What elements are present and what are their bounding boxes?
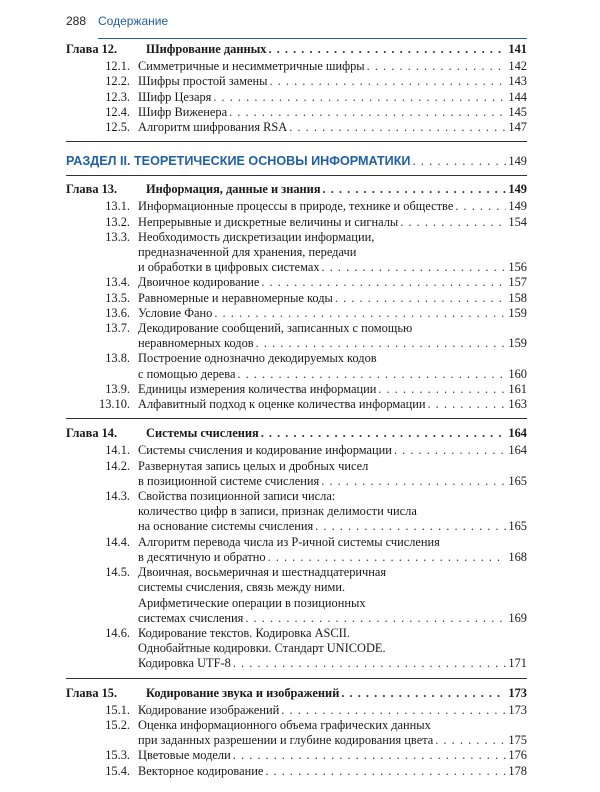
toc-item-number: 12.1. [105, 59, 130, 74]
leader-dots [412, 153, 506, 169]
toc-item-last-line [138, 474, 527, 489]
toc-item-number: 13.10. [99, 397, 130, 412]
page-number: 288 [66, 14, 87, 28]
toc-item-title: Векторное кодирование [138, 763, 264, 778]
toc-item-line: системы счисления, связь между ними. [138, 580, 346, 595]
toc-item-title: Шифр Виженера [138, 104, 228, 119]
toc-item-number: 15.3. [105, 748, 130, 763]
toc-item-last-line [138, 105, 527, 120]
toc-item[interactable] [66, 397, 527, 412]
chapter-heading-number: Глава 14. [66, 426, 118, 441]
toc-item-number: 12.2. [105, 74, 130, 89]
running-head: Содержание [98, 14, 169, 28]
toc-item-number: 12.4. [105, 104, 130, 119]
toc-item-number: 15.4. [105, 763, 130, 778]
toc-item-line: количество цифр в записи, признак делимости числа [138, 504, 417, 519]
chapter-heading[interactable] [66, 426, 527, 441]
toc-item[interactable] [66, 351, 527, 381]
toc-item-page: 147 [508, 120, 527, 135]
toc-item-body [138, 535, 527, 565]
leader-dots [214, 306, 506, 321]
toc-item-number: 15.1. [105, 702, 130, 717]
toc-item-title: Алфавитный подход к оценке количества информации [138, 397, 426, 412]
leader-dots [335, 291, 507, 306]
toc-item-page: 158 [508, 290, 527, 305]
leader-dots [435, 733, 506, 748]
leader-dots [245, 611, 506, 626]
toc-item-title: Алгоритм шифрования RSA [138, 120, 288, 135]
leader-dots [400, 215, 506, 230]
leader-dots [256, 336, 507, 351]
toc-item-number: 14.5. [105, 565, 130, 580]
toc-item-page: 143 [508, 74, 527, 89]
leader-dots [322, 260, 507, 275]
toc-item-page: 160 [508, 366, 527, 381]
leader-dots [213, 90, 506, 105]
toc-item-number: 13.4. [105, 275, 130, 290]
toc-item-last-line [138, 733, 527, 748]
chapter-heading-number: Глава 13. [66, 182, 118, 197]
toc-item-body [138, 105, 527, 120]
toc-item-page: 159 [508, 336, 527, 351]
toc-item-page: 169 [508, 610, 527, 625]
toc-item-body [138, 215, 527, 230]
toc-item[interactable] [66, 718, 527, 748]
toc-item-title: Цветовые модели [138, 748, 231, 763]
toc-item-number: 14.4. [105, 534, 130, 549]
toc-item-body [138, 703, 527, 718]
toc-item[interactable] [66, 74, 527, 89]
toc-item-title: и обработки в цифровых системах [138, 260, 320, 275]
toc-item-last-line [138, 215, 527, 230]
chapter-15-section [66, 686, 527, 785]
toc-item-page: 159 [508, 305, 527, 320]
toc-item-line: предназначенной для хранения, передачи [138, 245, 357, 260]
toc-item-body [138, 120, 527, 135]
toc-item-body [138, 59, 527, 74]
toc-item-last-line [138, 336, 527, 351]
toc-item-last-line [138, 656, 527, 671]
toc-item[interactable] [66, 565, 527, 626]
toc-item-last-line [138, 519, 527, 534]
header-rule [98, 38, 527, 39]
chapter-heading-last-line [146, 182, 527, 197]
toc-item-number: 12.3. [105, 89, 130, 104]
toc-item-page: 149 [508, 199, 527, 214]
toc-item-title: Симметричные и несимметричные шифры [138, 59, 365, 74]
leader-dots [341, 686, 506, 701]
toc-item-line: Однобайтные кодировки. Стандарт UNICODE. [138, 641, 386, 656]
leader-dots [233, 748, 507, 763]
toc-item-page: 144 [508, 89, 527, 104]
toc-item-line: Арифметические операции в позиционных [138, 595, 366, 610]
chapter-heading[interactable] [66, 42, 527, 57]
chapter-heading-page: 173 [508, 685, 527, 700]
chapter-14-section [66, 426, 527, 678]
leader-dots [268, 42, 506, 57]
toc-item-body [138, 459, 527, 489]
toc-item-line: Алгоритм перевода числа из Р-ичной системы счисления [138, 534, 440, 549]
leader-dots [268, 550, 507, 565]
leader-dots [323, 182, 507, 197]
toc-item-page: 145 [508, 104, 527, 119]
toc-item[interactable] [66, 120, 527, 135]
toc-item-page: 173 [508, 702, 527, 717]
toc-item-number: 13.3. [105, 229, 130, 244]
leader-dots [261, 426, 507, 441]
toc-item-page: 156 [508, 260, 527, 275]
toc-item-title: Шифры простой замены [138, 74, 268, 89]
toc-item-page: 163 [508, 397, 527, 412]
leader-dots [281, 703, 506, 718]
toc-item-last-line [138, 59, 527, 74]
toc-item-title: Информационные процессы в природе, технике и обществе [138, 199, 454, 214]
toc-item-last-line [138, 748, 527, 763]
toc-item-line: Оценка информационного объема графических данных [138, 717, 431, 732]
toc-item-page: 164 [508, 443, 527, 458]
leader-dots [289, 120, 506, 135]
toc-item-body [138, 764, 527, 779]
table-of-contents [66, 42, 527, 792]
leader-dots [229, 105, 506, 120]
toc-item-title: в позиционной системе счисления [138, 473, 320, 488]
chapter-heading-body [146, 182, 527, 197]
toc-item[interactable] [66, 489, 527, 535]
toc-item-title: Кодирование изображений [138, 702, 280, 717]
toc-item-title: Шифр Цезаря [138, 89, 212, 104]
toc-item-body [138, 489, 527, 535]
toc-item-body [138, 443, 527, 458]
toc-item-title: на основание системы счисления [138, 519, 314, 534]
toc-item[interactable] [66, 306, 527, 321]
leader-dots [261, 275, 506, 290]
toc-item-page: 165 [508, 473, 527, 488]
toc-item-line: Построение однозначно декодируемых кодов [138, 351, 377, 366]
toc-item[interactable] [66, 105, 527, 120]
toc-item-title: с помощью дерева [138, 366, 236, 381]
toc-item-body [138, 748, 527, 763]
toc-item-body [138, 718, 527, 748]
leader-dots [455, 199, 506, 214]
toc-item-page: 157 [508, 275, 527, 290]
toc-item[interactable] [66, 748, 527, 763]
toc-item-title: неравномерных кодов [138, 336, 254, 351]
toc-item-last-line [138, 199, 527, 214]
toc-item-line: Необходимость дискретизации информации, [138, 229, 375, 244]
toc-item[interactable] [66, 90, 527, 105]
toc-item-page: 168 [508, 549, 527, 564]
part-page: 149 [508, 154, 527, 169]
chapter-heading[interactable] [66, 182, 527, 197]
toc-item-body [138, 230, 527, 276]
toc-item-body [138, 351, 527, 381]
toc-item-number: 12.5. [105, 120, 130, 135]
toc-item-last-line [138, 764, 527, 779]
chapter-heading-title: Кодирование звука и изображений [146, 685, 340, 700]
chapter-heading-number: Глава 12. [66, 42, 118, 56]
toc-item-number: 13.6. [105, 305, 130, 320]
chapter-heading[interactable] [66, 686, 527, 701]
chapter-13-section [66, 182, 527, 419]
toc-item-page: 176 [508, 748, 527, 763]
toc-item-number: 13.8. [105, 351, 130, 366]
chapter-heading-title: Системы счисления [146, 426, 259, 441]
toc-item-number: 13.9. [105, 381, 130, 396]
toc-item-number: 14.6. [105, 625, 130, 640]
toc-item-last-line [138, 367, 527, 382]
chapter-heading-number: Глава 15. [66, 685, 118, 700]
toc-item-last-line [138, 611, 527, 626]
toc-item-body [138, 397, 527, 412]
toc-item[interactable] [66, 275, 527, 290]
toc-item-line: Свойства позиционной записи числа: [138, 489, 336, 504]
toc-item-body [138, 275, 527, 290]
chapter-heading-page: 149 [508, 182, 527, 197]
toc-item[interactable] [66, 321, 527, 351]
leader-dots [269, 74, 506, 89]
toc-item[interactable] [66, 382, 527, 397]
toc-item-last-line [138, 703, 527, 718]
leader-dots [321, 474, 506, 489]
toc-item-body [138, 565, 527, 626]
toc-item[interactable] [66, 443, 527, 458]
toc-item-last-line [138, 260, 527, 275]
toc-item-title: Двоичное кодирование [138, 275, 260, 290]
leader-dots [378, 382, 506, 397]
toc-item-title: Условие Фано [138, 305, 213, 320]
toc-item-body [138, 90, 527, 105]
toc-item[interactable] [66, 230, 527, 276]
chapter-heading-page: 164 [508, 426, 527, 441]
toc-item-body [138, 291, 527, 306]
toc-item-title: системах счисления [138, 610, 244, 625]
toc-item[interactable] [66, 199, 527, 214]
chapter-heading-last-line [146, 42, 527, 57]
toc-item-number: 13.1. [105, 199, 130, 214]
toc-item-body [138, 382, 527, 397]
toc-item-last-line [138, 90, 527, 105]
toc-item-title: Непрерывные и дискретные величины и сигналы [138, 214, 399, 229]
leader-dots [427, 397, 506, 412]
toc-item[interactable] [66, 703, 527, 718]
toc-item-number: 14.3. [105, 489, 130, 504]
toc-item-number: 13.2. [105, 214, 130, 229]
chapter-heading-last-line [146, 686, 527, 701]
toc-item-last-line [138, 291, 527, 306]
leader-dots [233, 656, 507, 671]
toc-item-last-line [138, 74, 527, 89]
toc-item-line: Двоичная, восьмеричная и шестнадцатеричная [138, 565, 387, 580]
toc-item-line: Декодирование сообщений, записанных с помощью [138, 321, 413, 336]
toc-item[interactable] [66, 459, 527, 489]
toc-item-page: 154 [508, 214, 527, 229]
toc-item-title: при заданных разрешении и глубине кодирования цвета [138, 733, 434, 748]
leader-dots [394, 443, 507, 458]
toc-item-body [138, 199, 527, 214]
toc-item-page: 165 [508, 519, 527, 534]
toc-item-page: 142 [508, 59, 527, 74]
leader-dots [367, 59, 507, 74]
toc-item-number: 13.5. [105, 290, 130, 305]
chapter-heading-title: Информация, данные и знания [146, 182, 321, 197]
chapter-heading-title: Шифрование данных [146, 42, 267, 56]
toc-item-number: 15.2. [105, 717, 130, 732]
part-title: РАЗДЕЛ II. ТЕОРЕТИЧЕСКИЕ ОСНОВЫ ИНФОРМАТИКИ [66, 154, 411, 169]
toc-item-line: Кодирование текстов. Кодировка ASCII. [138, 625, 351, 640]
toc-item-last-line [138, 397, 527, 412]
toc-item-title: Системы счисления и кодирование информации [138, 443, 392, 458]
toc-item[interactable] [66, 59, 527, 74]
toc-item[interactable] [66, 215, 527, 230]
toc-item-title: в десятичную и обратно [138, 549, 266, 564]
chapter-heading-last-line [146, 426, 527, 441]
leader-dots [237, 367, 506, 382]
toc-item-number: 13.7. [105, 321, 130, 336]
toc-item-body [138, 74, 527, 89]
toc-item-title: Единицы измерения количества информации [138, 381, 377, 396]
chapter-12-section [66, 42, 527, 142]
leader-dots [265, 764, 506, 779]
toc-item-title: Кодировка UTF-8 [138, 656, 231, 671]
toc-item-last-line [138, 275, 527, 290]
chapter-heading-page: 141 [508, 42, 527, 56]
toc-item-last-line [138, 550, 527, 565]
toc-item-number: 14.1. [105, 443, 130, 458]
toc-item-last-line [138, 306, 527, 321]
toc-item-page: 175 [508, 733, 527, 748]
toc-item-page: 178 [508, 763, 527, 778]
chapter-heading-body [146, 686, 527, 701]
toc-item-body [138, 321, 527, 351]
toc-item-last-line [138, 382, 527, 397]
chapter-heading-body [146, 42, 527, 57]
toc-item-body [138, 626, 527, 672]
part-heading[interactable] [66, 149, 527, 176]
leader-dots [315, 519, 506, 534]
toc-item-last-line [138, 120, 527, 135]
toc-item[interactable] [66, 764, 527, 779]
toc-item[interactable] [66, 535, 527, 565]
chapter-heading-body [146, 426, 527, 441]
toc-item-last-line [138, 443, 527, 458]
toc-item-page: 171 [508, 656, 527, 671]
toc-item-page: 161 [508, 381, 527, 396]
toc-item-line: Развернутая запись целых и дробных чисел [138, 458, 369, 473]
toc-item-title: Равномерные и неравномерные коды [138, 290, 333, 305]
toc-item-body [138, 306, 527, 321]
toc-item[interactable] [66, 291, 527, 306]
toc-item-number: 14.2. [105, 458, 130, 473]
toc-item[interactable] [66, 626, 527, 672]
